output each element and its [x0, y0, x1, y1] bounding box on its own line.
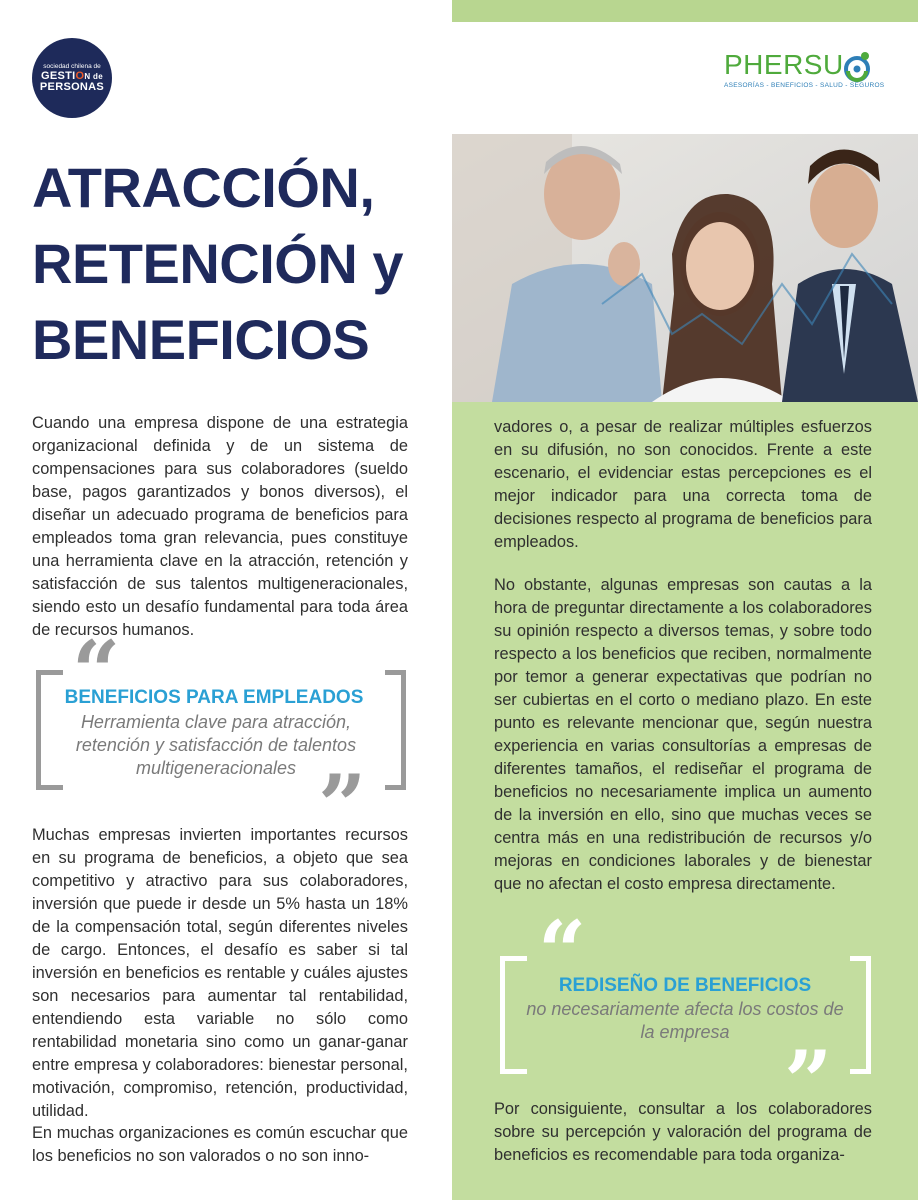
- quote-text: no necesariamente afecta los costos de la empresa: [526, 999, 844, 1042]
- logo-line2: GESTION de: [41, 70, 103, 82]
- top-band: [452, 0, 918, 22]
- quote-bracket-right: [385, 670, 406, 790]
- right-paragraph-2: No obstante, algunas empresas son cautas a la hora de preguntar directamente a los colaboradores su opinión respecto a diversos temas, y sobre todo respecto a los beneficios que reciben, normalmente por temor a generar expectativas que podrían no ser cubiertas en el corto o mediano plazo. En este punto es relevante mencionar que, según nuestra experiencia en varias consultorías a empresas de diferentes tamaños, el rediseñar el programa de beneficios no necesariamente implica un aumento de la inversión en ello, sino que muchas veces se centra más en una redistribución de recursos y/o mejoras en condiciones laborales y de bienestar que no afectan el costo empresa directamente.: [494, 576, 872, 893]
- quote-bracket-right: [850, 956, 871, 1074]
- close-quote-icon: ”: [318, 756, 367, 855]
- sociedad-logo: [32, 38, 112, 118]
- team-photo: [452, 134, 918, 402]
- quote-title: REDISEÑO DE BENEFICIOS: [558, 975, 812, 996]
- brand-tagline: ASESORÍAS - BENEFICIOS - SALUD - SEGUROS: [724, 82, 885, 89]
- page-title: [32, 150, 432, 378]
- close-quote-icon: ”: [784, 1032, 833, 1131]
- title-line3: BENEFICIOS: [32, 308, 370, 371]
- open-quote-icon: “: [72, 622, 121, 721]
- right-paragraph-3: Por consiguiente, consultar a los colaboradores sobre su percepción y valoración del programa de beneficios es recomendable para toda organiza-: [494, 1100, 872, 1164]
- logo-line1: sociedad chilena de: [43, 63, 101, 70]
- left-paragraph-1: Cuando una empresa dispone de una estrategia organizacional definida y de un sistema de compensaciones para sus colaboradores (sueldo base, pagos garantizados y bonos diversos), el diseñar un adecuado programa de beneficios para empleados toma gran relevancia, pues constituye una herramienta clave en la atracción, retención y satisfacción de sus talentos multigeneracionales, siendo esto un desafío fundamental para toda área de recursos humanos.: [32, 414, 408, 639]
- right-paragraph-1: vadores o, a pesar de realizar múltiples esfuerzos en su difusión, no son conocidos. Frente a este escenario, el evidenciar estas percepciones es el mejor indicador para una correcta toma de decisiones respecto al programa de beneficios para empleados.: [494, 418, 872, 551]
- title-line2: RETENCIÓN y: [32, 232, 403, 295]
- open-quote-icon: “: [538, 902, 587, 1001]
- phersu-logo: [724, 50, 884, 98]
- left-paragraph-3: En muchas organizaciones es común escuchar que los beneficios no son valorados o no son inno-: [32, 1124, 408, 1165]
- logo-line3: PERSONAS: [39, 81, 105, 93]
- quote-title: BENEFICIOS PARA EMPLEADOS: [64, 687, 364, 708]
- brand-emblem-icon: [840, 50, 874, 84]
- brand-name: PHERSU: [724, 49, 844, 80]
- title-line1: ATRACCIÓN,: [32, 156, 375, 219]
- left-paragraph-2: Muchas empresas invierten importantes recursos en su programa de beneficios, a objeto que sea competitivo y atractivo para sus colaboradores, inversión que puede ir desde un 5% hasta un 18% de la compensación total, según diferentes niveles de cargo. Entonces, el desafío es saber si tal inversión en beneficios es rentable y cuáles ajustes son necesarios para aumentar tal rentabilidad, entendiendo esta variable no sólo como rentabilidad monetaria sino como un ganar-ganar entre empresa y colaboradores: bienestar personal, motivación, compromiso, retención, productividad, utilidad.: [32, 826, 408, 1120]
- quote-text: Herramienta clave para atracción, retención y satisfacción de talentos multigeneracionales: [75, 712, 357, 778]
